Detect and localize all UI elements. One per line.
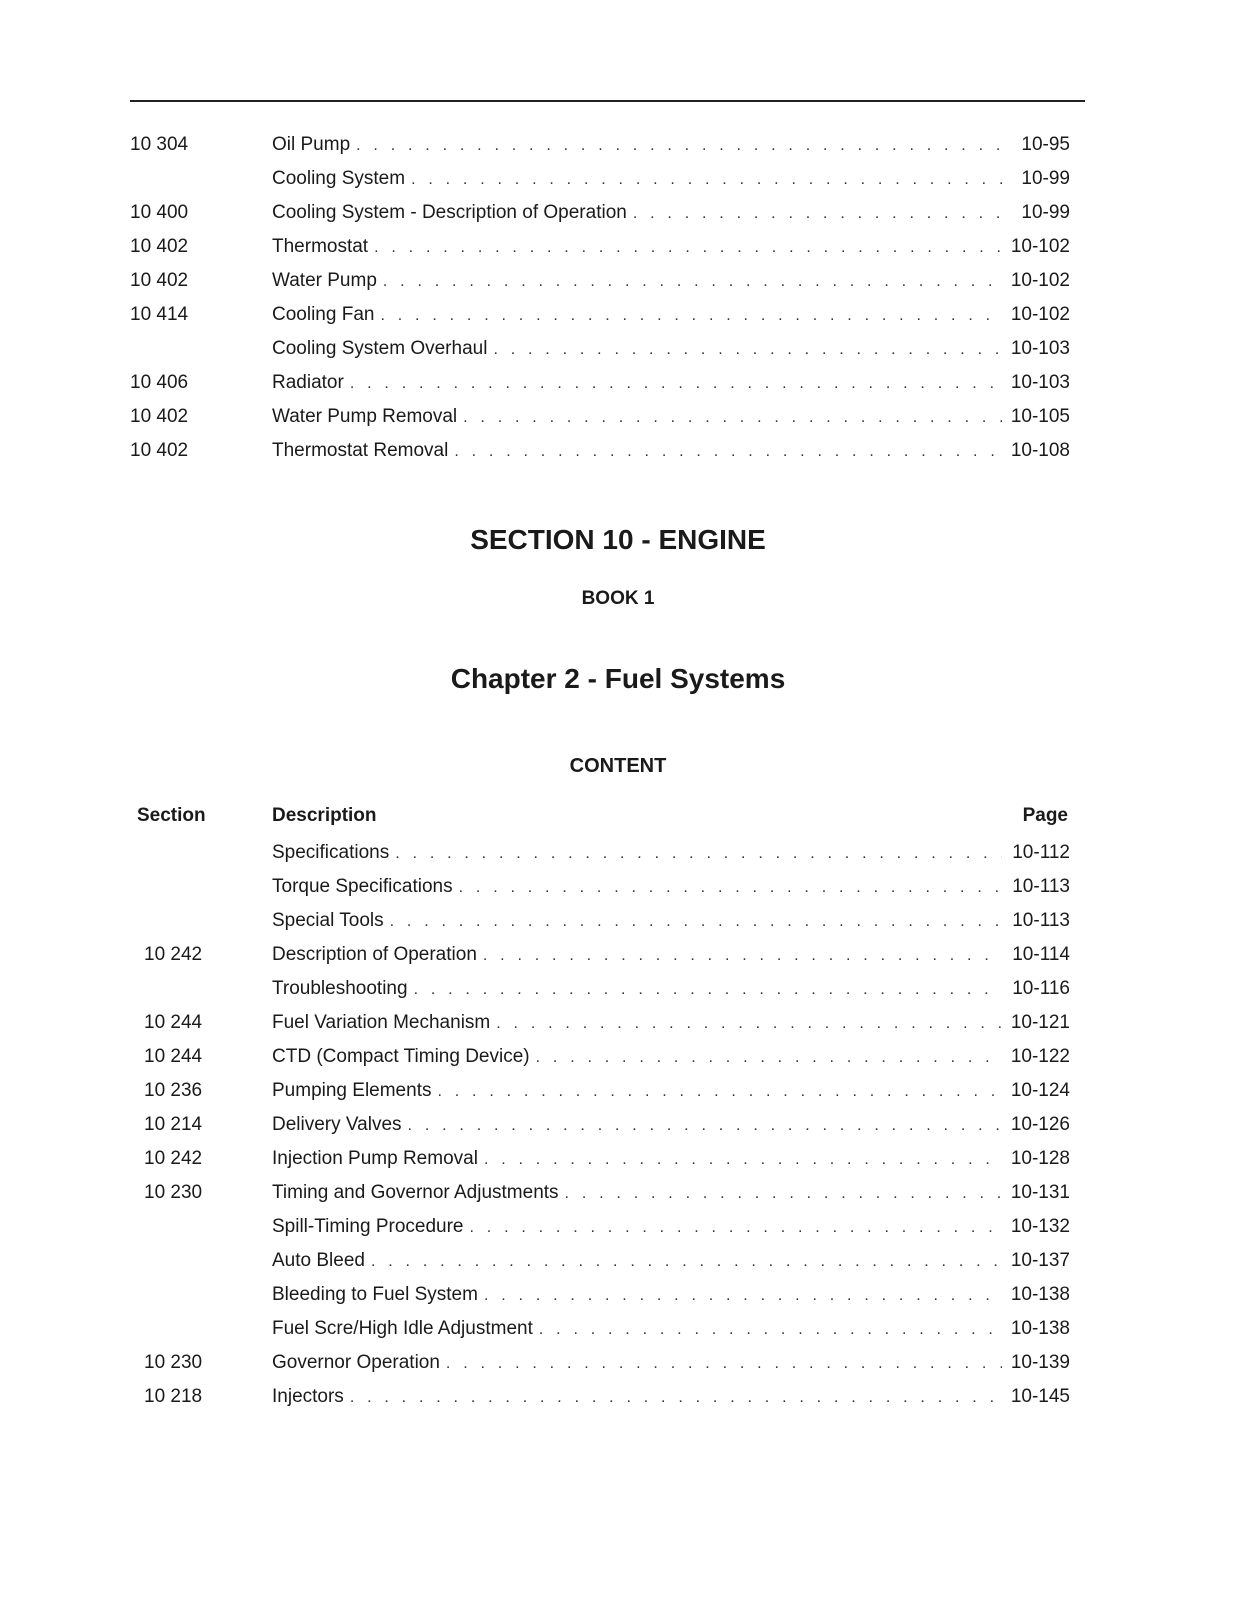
top-rule	[130, 100, 1085, 102]
toc-description: Thermostat	[272, 236, 369, 257]
dot-leader	[437, 1075, 1002, 1109]
toc-section-number: 10 214	[144, 1114, 203, 1135]
toc-row	[130, 1040, 1070, 1074]
toc-page-number: 10-99	[1021, 202, 1070, 223]
toc-entry	[272, 366, 1070, 401]
dot-leader	[463, 401, 1002, 435]
toc-page-number: 10-137	[1010, 1250, 1070, 1271]
toc-entry	[272, 128, 1070, 163]
toc-part-1	[130, 128, 1070, 468]
toc-entry	[272, 938, 1070, 973]
dot-leader	[383, 265, 1002, 299]
toc-row	[130, 1210, 1070, 1244]
toc-description: Cooling System Overhaul	[272, 338, 488, 359]
dot-leader	[390, 905, 1002, 939]
dot-leader	[371, 1245, 1002, 1279]
toc-description: Spill-Timing Procedure	[272, 1216, 464, 1237]
toc-page-number: 10-99	[1021, 168, 1070, 189]
toc-description: Injection Pump Removal	[272, 1148, 478, 1169]
dot-leader	[350, 1381, 1002, 1415]
toc-description: Delivery Valves	[272, 1114, 402, 1135]
toc-section-number: 10 402	[130, 270, 189, 291]
toc-entry	[272, 1176, 1070, 1211]
toc-description: Auto Bleed	[272, 1250, 365, 1271]
toc-row	[130, 1346, 1070, 1380]
toc-entry	[272, 332, 1070, 367]
toc-description: Bleeding to Fuel System	[272, 1284, 478, 1305]
toc-row	[130, 870, 1070, 904]
toc-section-number: 10 402	[130, 406, 189, 427]
toc-section-number: 10 400	[130, 202, 189, 223]
toc-page-number: 10-116	[1012, 978, 1070, 999]
toc-row	[130, 1006, 1070, 1040]
toc-description: Pumping Elements	[272, 1080, 432, 1101]
toc-entry	[272, 1312, 1070, 1347]
toc-entry	[272, 162, 1070, 197]
toc-row	[130, 196, 1070, 230]
toc-description: Thermostat Removal	[272, 440, 449, 461]
toc-row	[130, 1074, 1070, 1108]
toc-page-number: 10-102	[1010, 304, 1070, 325]
toc-entry	[272, 1244, 1070, 1279]
toc-description: Troubleshooting	[272, 978, 408, 999]
dot-leader	[408, 1109, 1002, 1143]
toc-page-number: 10-145	[1010, 1386, 1070, 1407]
toc-page-number: 10-102	[1010, 270, 1070, 291]
toc-description: Water Pump Removal	[272, 406, 458, 427]
toc-entry	[272, 298, 1070, 333]
toc-description: Governor Operation	[272, 1352, 440, 1373]
toc-entry	[272, 1006, 1070, 1041]
toc-entry	[272, 904, 1070, 939]
toc-entry	[272, 400, 1070, 435]
toc-row	[130, 972, 1070, 1006]
dot-leader	[483, 939, 1002, 973]
toc-section-number: 10 242	[144, 944, 203, 965]
toc-row	[130, 298, 1070, 332]
toc-page-number: 10-138	[1010, 1318, 1070, 1339]
toc-page-number: 10-95	[1021, 134, 1070, 155]
toc-description: Torque Specifications	[272, 876, 453, 897]
toc-part-2	[130, 836, 1070, 1414]
toc-section-number: 10 242	[144, 1148, 203, 1169]
toc-page-number: 10-105	[1010, 406, 1070, 427]
dot-leader	[536, 1041, 1002, 1075]
toc-page-number: 10-103	[1010, 372, 1070, 393]
dot-leader	[469, 1211, 1002, 1245]
toc-section-number: 10 304	[130, 134, 189, 155]
toc-page-number: 10-139	[1010, 1352, 1070, 1373]
toc-entry	[272, 972, 1070, 1007]
toc-page-number: 10-121	[1010, 1012, 1070, 1033]
column-header-page: Page	[1022, 805, 1068, 826]
toc-row	[130, 1142, 1070, 1176]
toc-section-number: 10 218	[144, 1386, 203, 1407]
toc-row	[130, 1244, 1070, 1278]
toc-page-number: 10-126	[1010, 1114, 1070, 1135]
toc-row	[130, 938, 1070, 972]
toc-entry	[272, 1108, 1070, 1143]
toc-description: Water Pump	[272, 270, 377, 291]
toc-page-number: 10-103	[1010, 338, 1070, 359]
dot-leader	[565, 1177, 1002, 1211]
toc-description: Timing and Governor Adjustments	[272, 1182, 559, 1203]
dot-leader	[454, 435, 1002, 469]
dot-leader	[395, 837, 1002, 871]
toc-page-number: 10-102	[1010, 236, 1070, 257]
toc-page-number: 10-131	[1010, 1182, 1070, 1203]
toc-description: Fuel Variation Mechanism	[272, 1012, 491, 1033]
toc-page-number: 10-114	[1012, 944, 1070, 965]
toc-page-number: 10-112	[1012, 842, 1070, 863]
toc-description: CTD (Compact Timing Device)	[272, 1046, 530, 1067]
toc-entry	[272, 870, 1070, 905]
toc-entry	[272, 836, 1070, 871]
toc-section-number: 10 244	[144, 1012, 203, 1033]
toc-entry	[272, 434, 1070, 469]
column-header-description: Description	[272, 805, 377, 826]
toc-description: Cooling System	[272, 168, 406, 189]
toc-row	[130, 1278, 1070, 1312]
toc-row	[130, 1312, 1070, 1346]
toc-page-number: 10-108	[1010, 440, 1070, 461]
toc-page-number: 10-138	[1010, 1284, 1070, 1305]
dot-leader	[484, 1143, 1002, 1177]
toc-page-number: 10-113	[1012, 910, 1070, 931]
toc-entry	[272, 1278, 1070, 1313]
toc-row	[130, 1108, 1070, 1142]
toc-entry	[272, 1346, 1070, 1381]
toc-section-number: 10 236	[144, 1080, 203, 1101]
toc-section-number: 10 230	[144, 1182, 203, 1203]
toc-row	[130, 264, 1070, 298]
dot-leader	[496, 1007, 1002, 1041]
toc-entry	[272, 1380, 1070, 1415]
toc-row	[130, 332, 1070, 366]
toc-page-number: 10-132	[1010, 1216, 1070, 1237]
toc-row	[130, 1176, 1070, 1210]
dot-leader	[459, 871, 1002, 905]
toc-entry	[272, 230, 1070, 265]
toc-row	[130, 434, 1070, 468]
dot-leader	[356, 129, 1002, 163]
toc-section-number: 10 402	[130, 236, 189, 257]
toc-row	[130, 904, 1070, 938]
toc-row	[130, 162, 1070, 196]
toc-page-number: 10-128	[1010, 1148, 1070, 1169]
toc-row	[130, 230, 1070, 264]
toc-section-number: 10 244	[144, 1046, 203, 1067]
toc-row	[130, 400, 1070, 434]
section-title: SECTION 10 - ENGINE	[470, 524, 766, 555]
toc-entry	[272, 1142, 1070, 1177]
toc-description: Specifications	[272, 842, 390, 863]
toc-description: Cooling System - Description of Operation	[272, 202, 627, 223]
toc-description: Cooling Fan	[272, 304, 375, 325]
toc-entry	[272, 264, 1070, 299]
toc-entry	[272, 1040, 1070, 1075]
toc-description: Fuel Scre/High Idle Adjustment	[272, 1318, 533, 1339]
dot-leader	[374, 231, 1002, 265]
toc-description: Injectors	[272, 1386, 344, 1407]
toc-entry	[272, 1074, 1070, 1109]
toc-page-number: 10-124	[1010, 1080, 1070, 1101]
toc-description: Oil Pump	[272, 134, 351, 155]
toc-page-number: 10-122	[1010, 1046, 1070, 1067]
toc-row	[130, 1380, 1070, 1414]
dot-leader	[446, 1347, 1002, 1381]
toc-description: Radiator	[272, 372, 344, 393]
toc-section-number: 10 406	[130, 372, 189, 393]
toc-description: Special Tools	[272, 910, 384, 931]
dot-leader	[633, 197, 1002, 231]
toc-row	[130, 836, 1070, 870]
toc-row	[130, 366, 1070, 400]
dot-leader	[484, 1279, 1002, 1313]
column-header-section: Section	[137, 805, 206, 826]
content-label: CONTENT	[569, 755, 667, 777]
toc-section-number: 10 230	[144, 1352, 203, 1373]
dot-leader	[350, 367, 1002, 401]
toc-page-number: 10-113	[1012, 876, 1070, 897]
toc-row	[130, 128, 1070, 162]
toc-section-number: 10 402	[130, 440, 189, 461]
dot-leader	[493, 333, 1002, 367]
dot-leader	[411, 163, 1002, 197]
chapter-title: Chapter 2 - Fuel Systems	[450, 663, 786, 694]
toc-entry	[272, 1210, 1070, 1245]
dot-leader	[414, 973, 1002, 1007]
book-label: BOOK 1	[581, 588, 655, 609]
dot-leader	[539, 1313, 1002, 1347]
toc-entry	[272, 196, 1070, 231]
toc-section-number: 10 414	[130, 304, 189, 325]
toc-description: Description of Operation	[272, 944, 477, 965]
dot-leader	[380, 299, 1002, 333]
